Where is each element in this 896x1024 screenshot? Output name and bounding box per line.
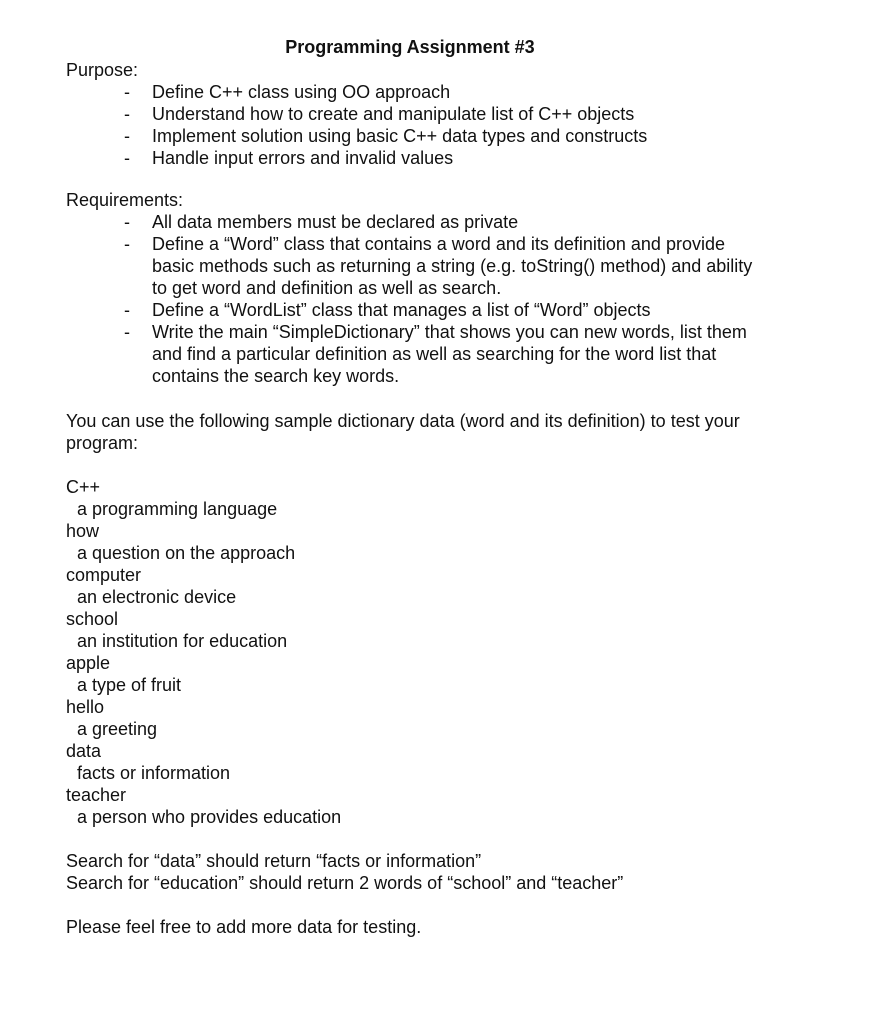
dash-bullet: - xyxy=(124,322,130,342)
search-example: Search for “data” should return “facts or information” xyxy=(66,851,482,871)
purpose-item-text: Define C++ class using OO approach xyxy=(152,82,451,102)
search-examples xyxy=(66,850,786,894)
requirement-item-text: Define a “Word” class that contains a word and its definition and provide basic methods such as returning a string (e.g. toString() method) and ability to get word and definition as well as search. xyxy=(152,234,753,298)
dictionary-definition: an electronic device xyxy=(77,587,237,607)
requirement-item xyxy=(66,299,756,321)
requirement-item xyxy=(66,233,756,299)
dash-bullet: - xyxy=(124,212,130,232)
dictionary-definition: a type of fruit xyxy=(77,675,182,695)
dictionary-word: data xyxy=(66,741,102,761)
dictionary-word: computer xyxy=(66,565,142,585)
dictionary-word: school xyxy=(66,609,119,629)
requirement-item xyxy=(66,211,756,233)
purpose-item-text: Implement solution using basic C++ data types and constructs xyxy=(152,126,648,146)
dictionary-definition: facts or information xyxy=(77,763,231,783)
dictionary-word: hello xyxy=(66,697,105,717)
dictionary-word: teacher xyxy=(66,785,127,805)
sample-dictionary xyxy=(66,476,666,828)
purpose-item-text: Handle input errors and invalid values xyxy=(152,148,454,168)
dictionary-definition: a programming language xyxy=(77,499,278,519)
dash-bullet: - xyxy=(124,104,130,124)
purpose-item-text: Understand how to create and manipulate list of C++ objects xyxy=(152,104,635,124)
dictionary-definition: a question on the approach xyxy=(77,543,296,563)
dictionary-definition: a person who provides education xyxy=(77,807,342,827)
purpose-item xyxy=(66,125,856,147)
dash-bullet: - xyxy=(124,82,130,102)
sample-data-intro: You can use the following sample dictionary data (word and its definition) to test your program: xyxy=(66,411,740,453)
requirements-heading: Requirements: xyxy=(66,190,184,210)
purpose-item xyxy=(66,81,856,103)
purpose-item xyxy=(66,147,856,169)
dash-bullet: - xyxy=(124,234,130,254)
dictionary-definition: an institution for education xyxy=(77,631,288,651)
requirement-item xyxy=(66,321,756,387)
closing-note: Please feel free to add more data for testing. xyxy=(66,917,422,937)
requirements-section xyxy=(66,189,856,387)
requirements-list xyxy=(66,211,756,387)
requirement-item-text: Define a “WordList” class that manages a list of “Word” objects xyxy=(152,300,651,320)
dictionary-definition: a greeting xyxy=(77,719,158,739)
purpose-item xyxy=(66,103,856,125)
dash-bullet: - xyxy=(124,126,130,146)
requirement-item-text: All data members must be declared as private xyxy=(152,212,519,232)
search-example: Search for “education” should return 2 words of “school” and “teacher” xyxy=(66,873,624,893)
dash-bullet: - xyxy=(124,148,130,168)
dictionary-word: apple xyxy=(66,653,111,673)
requirement-item-text: Write the main “SimpleDictionary” that shows you can new words, list them and find a particular definition as well as searching for the word list that contains the search key words. xyxy=(152,322,747,386)
purpose-list xyxy=(66,81,856,169)
dash-bullet: - xyxy=(124,300,130,320)
purpose-heading: Purpose: xyxy=(66,60,139,80)
purpose-section xyxy=(66,59,856,169)
page-title: Programming Assignment #3 xyxy=(285,37,535,57)
dictionary-word: how xyxy=(66,521,100,541)
dictionary-word: C++ xyxy=(66,477,101,497)
